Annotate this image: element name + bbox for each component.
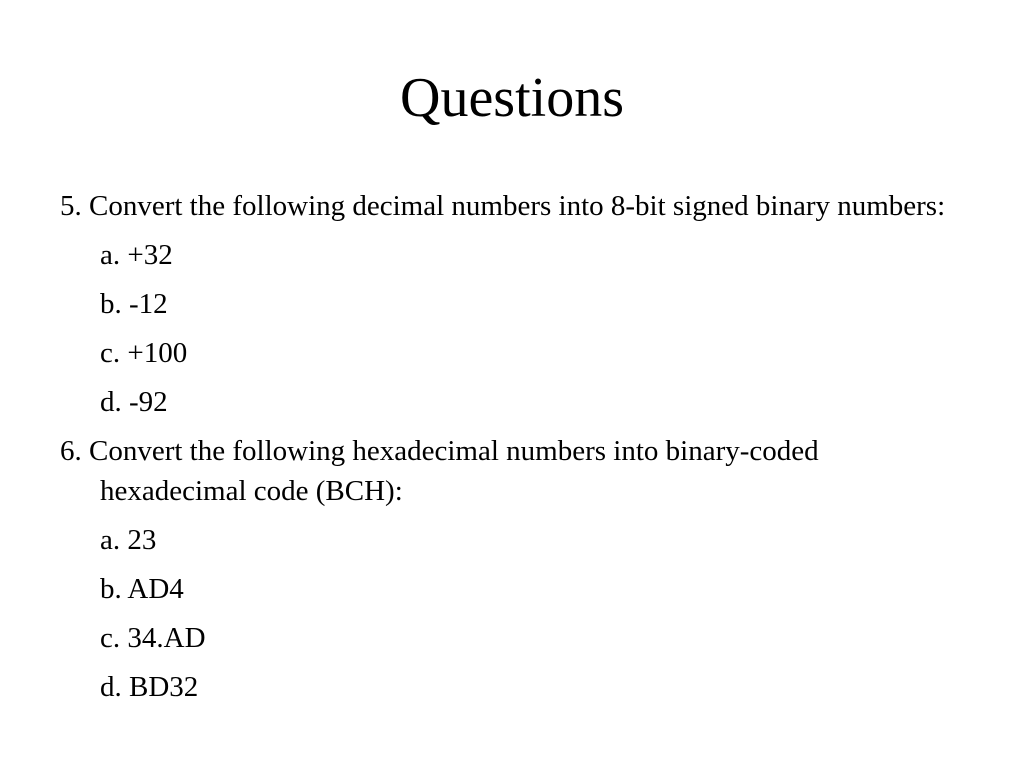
question-6-option-d: d. BD32 [100,671,199,703]
question-5-option-d: d. -92 [100,386,168,418]
question-5: 5. Convert the following decimal numbers into 8-bit signed binary numbers: [60,190,946,222]
question-6-option-c: c. 34.AD [100,622,206,654]
question-6-option-b: b. AD4 [100,573,184,605]
question-5-option-c: c. +100 [100,337,188,369]
question-6-option-a: a. 23 [100,524,157,556]
question-6: 6. Convert the following hexadecimal numbers into binary-coded hexadecimal code (BCH): [60,435,819,507]
question-5-option-b: b. -12 [100,288,168,320]
slide-body [60,186,962,716]
question-5-option-a: a. +32 [100,239,173,271]
slide-title: Questions [400,67,624,129]
